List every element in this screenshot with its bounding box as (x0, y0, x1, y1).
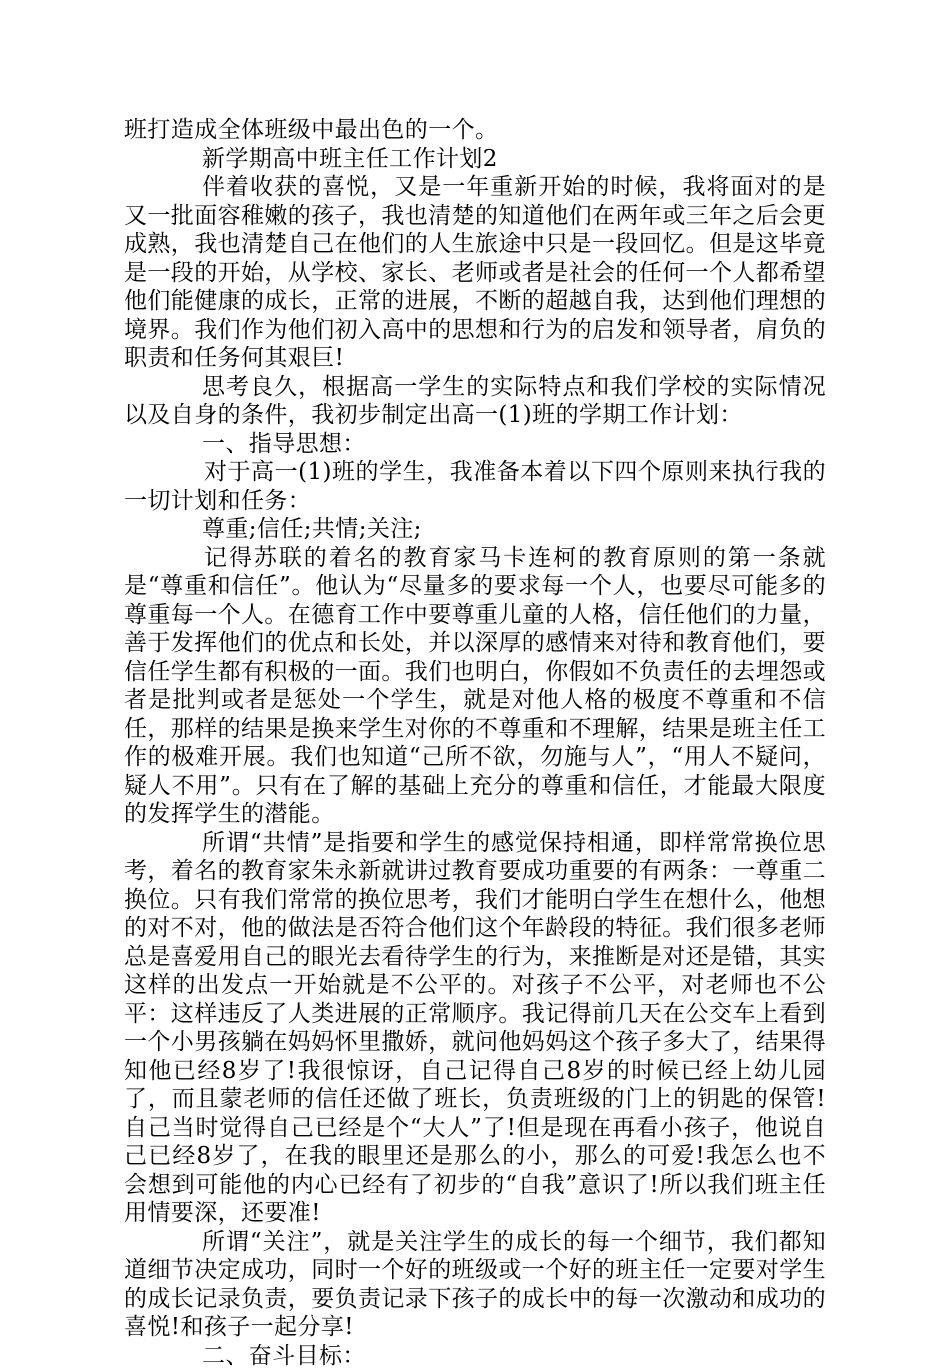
section-title: 新学期高中班主任工作计划2 (124, 145, 826, 174)
paragraph-intro: 伴着收获的喜悦，又是一年重新开始的时候，我将面对的是又一批面容稚嫩的孩子，我也清楚的知道他们在两年或三年之后会更成熟，我也清楚自己在他们的人生旅途中只是一段回忆。但是这毕竟是一段的开始，从学校、家长、老师或者是社会的任何一个人都希望他们能健康的成长，正常的进展，不断的超越自我，达到他们理想的境界。我们作为他们初入高中的思想和行为的启发和领导者，肩负的职责和任务何其艰巨! (124, 173, 826, 373)
document-body (124, 116, 826, 1370)
heading-guiding-thought: 一、指导思想： (124, 430, 826, 459)
paragraph-attention: 所谓“关注”，就是关注学生的成长的每一个细节，我们都知道细节决定成功，同时一个好的班级或一个好的班主任一定要对学生的成长记录负责，要负责记录下孩子的成长中的每一次激动和成功的喜悦!和孩子一起分享! (124, 1228, 826, 1342)
paragraph-plan: 思考良久，根据高一学生的实际特点和我们学校的实际情况以及自身的条件，我初步制定出高一(1)班的学期工作计划： (124, 373, 826, 430)
paragraph-principles: 对于高一(1)班的学生，我准备本着以下四个原则来执行我的一切计划和任务： (124, 458, 826, 515)
principles-list: 尊重;信任;共情;关注; (124, 515, 826, 544)
heading-goals: 二、奋斗目标： (124, 1342, 826, 1370)
paragraph-respect-trust: 记得苏联的着名的教育家马卡连柯的教育原则的第一条就是“尊重和信任”。他认为“尽量多的要求每一个人，也要尽可能多的尊重每一个人。在德育工作中要尊重儿童的人格，信任他们的力量，善于发挥他们的优点和长处，并以深厚的感情来对待和教育他们，要信任学生都有积极的一面。我们也明白，你假如不负责任的去埋怨或者是批判或者是惩处一个学生，就是对他人格的极度不尊重和不信任，那样的结果是换来学生对你的不尊重和不理解，结果是班主任工作的极难开展。我们也知道“己所不欲，勿施与人”，“用人不疑问，疑人不用”。只有在了解的基础上充分的尊重和信任，才能最大限度的发挥学生的潜能。 (124, 544, 826, 829)
paragraph-continuation: 班打造成全体班级中最出色的一个。 (124, 116, 826, 145)
paragraph-empathy: 所谓“共情”是指要和学生的感觉保持相通，即样常常换位思考，着名的教育家朱永新就讲过教育要成功重要的有两条：一尊重二换位。只有我们常常的换位思考，我们才能明白学生在想什么，他想的对不对，他的做法是否符合他们这个年龄段的特征。我们很多老师总是喜爱用自己的眼光去看待学生的行为，来推断是对还是错，其实这样的出发点一开始就是不公平的。对孩子不公平，对老师也不公平：这样违反了人类进展的正常顺序。我记得前几天在公交车上看到一个小男孩躺在妈妈怀里撒娇，就问他妈妈这个孩子多大了，结果得知他已经8岁了!我很惊讶，自己记得自己8岁的时候已经上幼儿园了，而且蒙老师的信任还做了班长，负责班级的门上的钥匙的保管!自己当时觉得自己已经是个“大人”了!但是现在再看小孩子，他说自己已经8岁了，在我的眼里还是那么的小，那么的可爱!我怎么也不会想到可能他的内心已经有了初步的“自我”意识了!所以我们班主任用情要深，还要准! (124, 829, 826, 1228)
